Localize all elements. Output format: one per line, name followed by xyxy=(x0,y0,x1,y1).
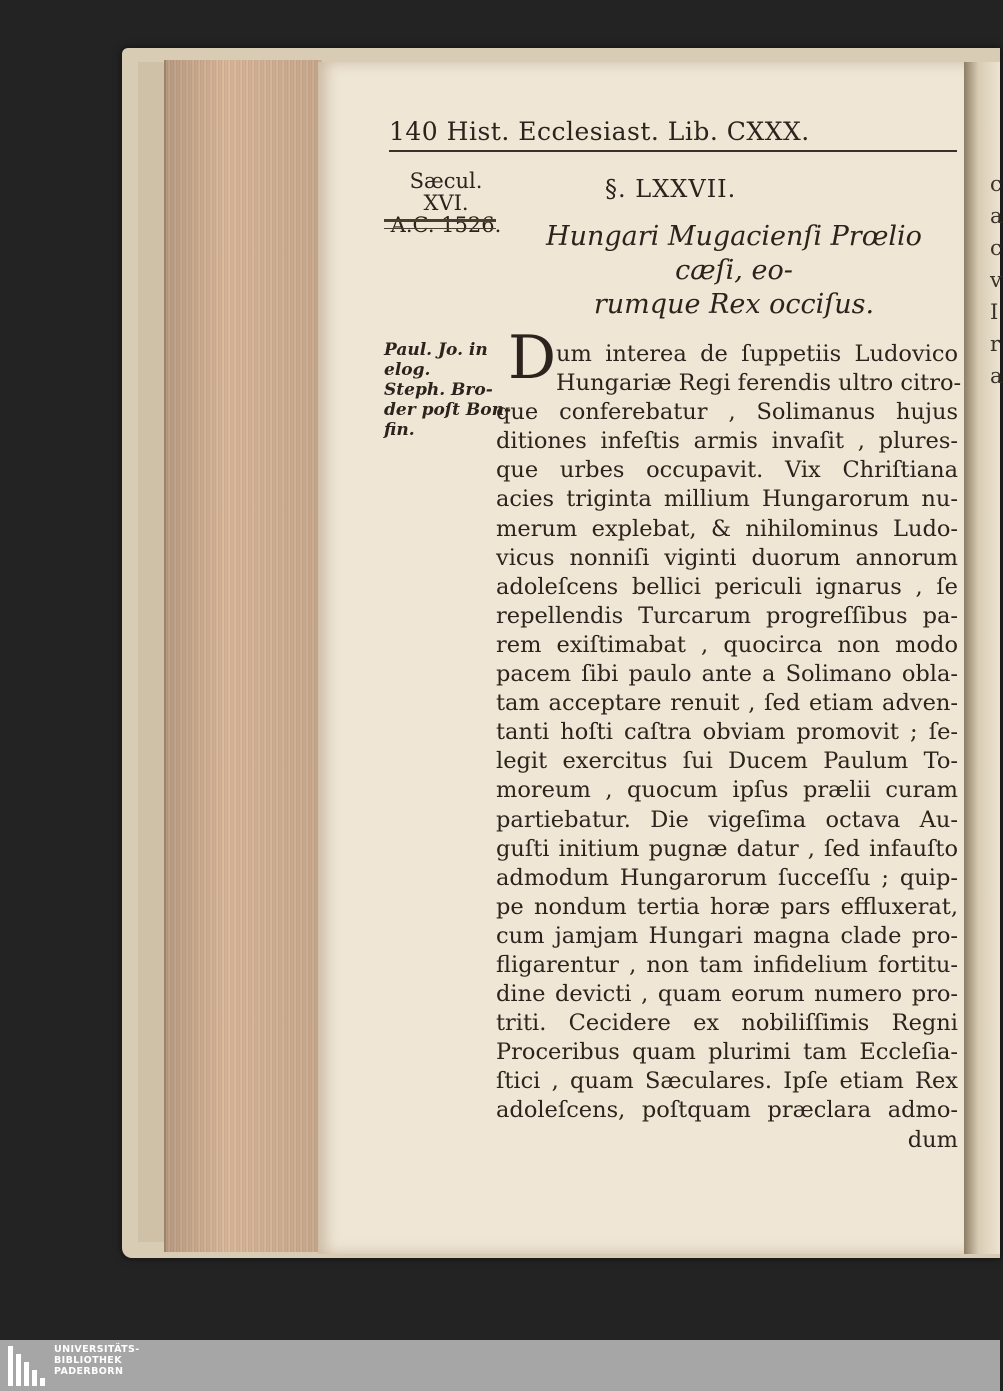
library-logo-icon xyxy=(8,1346,48,1386)
body-line: legit exercitus ſui Ducem Paulum To- xyxy=(496,748,958,775)
next-page-letter: a xyxy=(990,364,1003,388)
body-line: acies triginta millium Hungarorum nu- xyxy=(496,486,958,513)
body-line: merum explebat, & nihilominus Ludo- xyxy=(496,515,958,542)
body-line: pacem ſibi paulo ante a Solimano obla- xyxy=(496,661,958,688)
body-line: pe nondum tertia horæ pars effluxerat, xyxy=(496,893,958,920)
body-line: guſti initium pugnæ datur , ſed infauſto xyxy=(496,835,958,862)
body-line: Proceribus quam plurimi tam Eccleſia- xyxy=(496,1039,958,1066)
body-line: ditiones infeſtis armis invaſit , plures- xyxy=(496,428,958,455)
body-line: triti. Cecidere ex nobiliſſimis Regni xyxy=(496,1010,958,1037)
library-name-line: BIBLIOTHEK xyxy=(54,1355,122,1366)
body-line: adoleſcens, poſtquam præclara admo- xyxy=(496,1097,958,1124)
body-line: repellendis Turcarum progreſſibus pa- xyxy=(496,602,958,629)
library-name-line: PADERBORN xyxy=(54,1366,124,1377)
next-page-letter: a xyxy=(990,204,1003,228)
body-line: partiebatur. Die vigeſima octava Au- xyxy=(496,806,958,833)
century-label: Sæcul. XVI. xyxy=(409,169,483,215)
body-line: um interea de ſuppetiis Ludovico xyxy=(556,341,958,367)
next-page-letter: c xyxy=(990,236,1002,260)
body-line: dine devicti , quam eorum numero pro- xyxy=(496,981,958,1008)
headline-line: Hungari Mugacienſi Prœlio cæſi, eo- xyxy=(546,221,922,286)
catchword: dum xyxy=(907,1126,958,1153)
body-line: que urbes occupavit. Vix Chriſtiana xyxy=(496,457,958,484)
marginal-ref-line: elog. xyxy=(384,360,431,380)
body-line: admodum Hungarorum ſucceſſu ; quip- xyxy=(496,864,958,891)
library-footer xyxy=(0,1340,1000,1391)
body-text xyxy=(496,340,962,1155)
body-line: tanti hoſti caſtra obviam promovit ; ſe- xyxy=(496,719,958,746)
marginal-ref-line: der poſt Bon- xyxy=(384,400,512,420)
body-line: moreum , quocum ipſus prælii curam xyxy=(496,777,958,804)
body-line: Hungariæ Regi ferendis ultro citro- xyxy=(556,370,962,397)
margin-rule xyxy=(384,219,496,229)
year-label: A.C. 1526. xyxy=(390,213,502,237)
body-line: que conferebatur , Solimanus hujus xyxy=(496,399,958,426)
marginal-references xyxy=(384,340,512,440)
marginal-ref-line: Paul. Jo. in xyxy=(384,340,488,360)
section-number: §. LXXVII. xyxy=(605,175,737,203)
body-line: tam acceptare renuit , ſed etiam adven- xyxy=(496,690,958,717)
section-headline xyxy=(508,220,960,322)
next-page-letter: r xyxy=(990,332,1001,356)
body-line: fligarentur , non tam infidelium fortitu- xyxy=(496,951,958,978)
body-line: ſtici , quam Sæculares. Ipſe etiam Rex xyxy=(496,1068,958,1095)
page-edges-shade xyxy=(164,60,320,1252)
body-line: cum jamjam Hungari magna clade pro- xyxy=(496,922,958,949)
next-page-fragment xyxy=(990,168,1002,392)
next-page-letter: v xyxy=(990,268,1002,292)
body-line: adoleſcens bellici periculi ignarus , ſe xyxy=(496,573,958,600)
library-name-line: UNIVERSITÄTS- xyxy=(54,1344,140,1355)
headline-line: rumque Rex occiſus. xyxy=(593,289,875,320)
body-line: rem exiſtimabat , quocirca non modo xyxy=(496,631,958,658)
drop-cap: D xyxy=(508,323,557,393)
next-page-letter: I xyxy=(990,300,999,324)
running-head: 140 Hist. Ecclesiast. Lib. CXXX. xyxy=(389,117,957,152)
marginal-ref-line: fin. xyxy=(384,420,415,440)
library-name xyxy=(54,1344,140,1377)
body-line: vicus nonniſi viginti duorum annorum xyxy=(496,544,958,571)
next-page-letter: c xyxy=(990,172,1002,196)
marginal-ref-line: Steph. Bro- xyxy=(384,380,493,400)
